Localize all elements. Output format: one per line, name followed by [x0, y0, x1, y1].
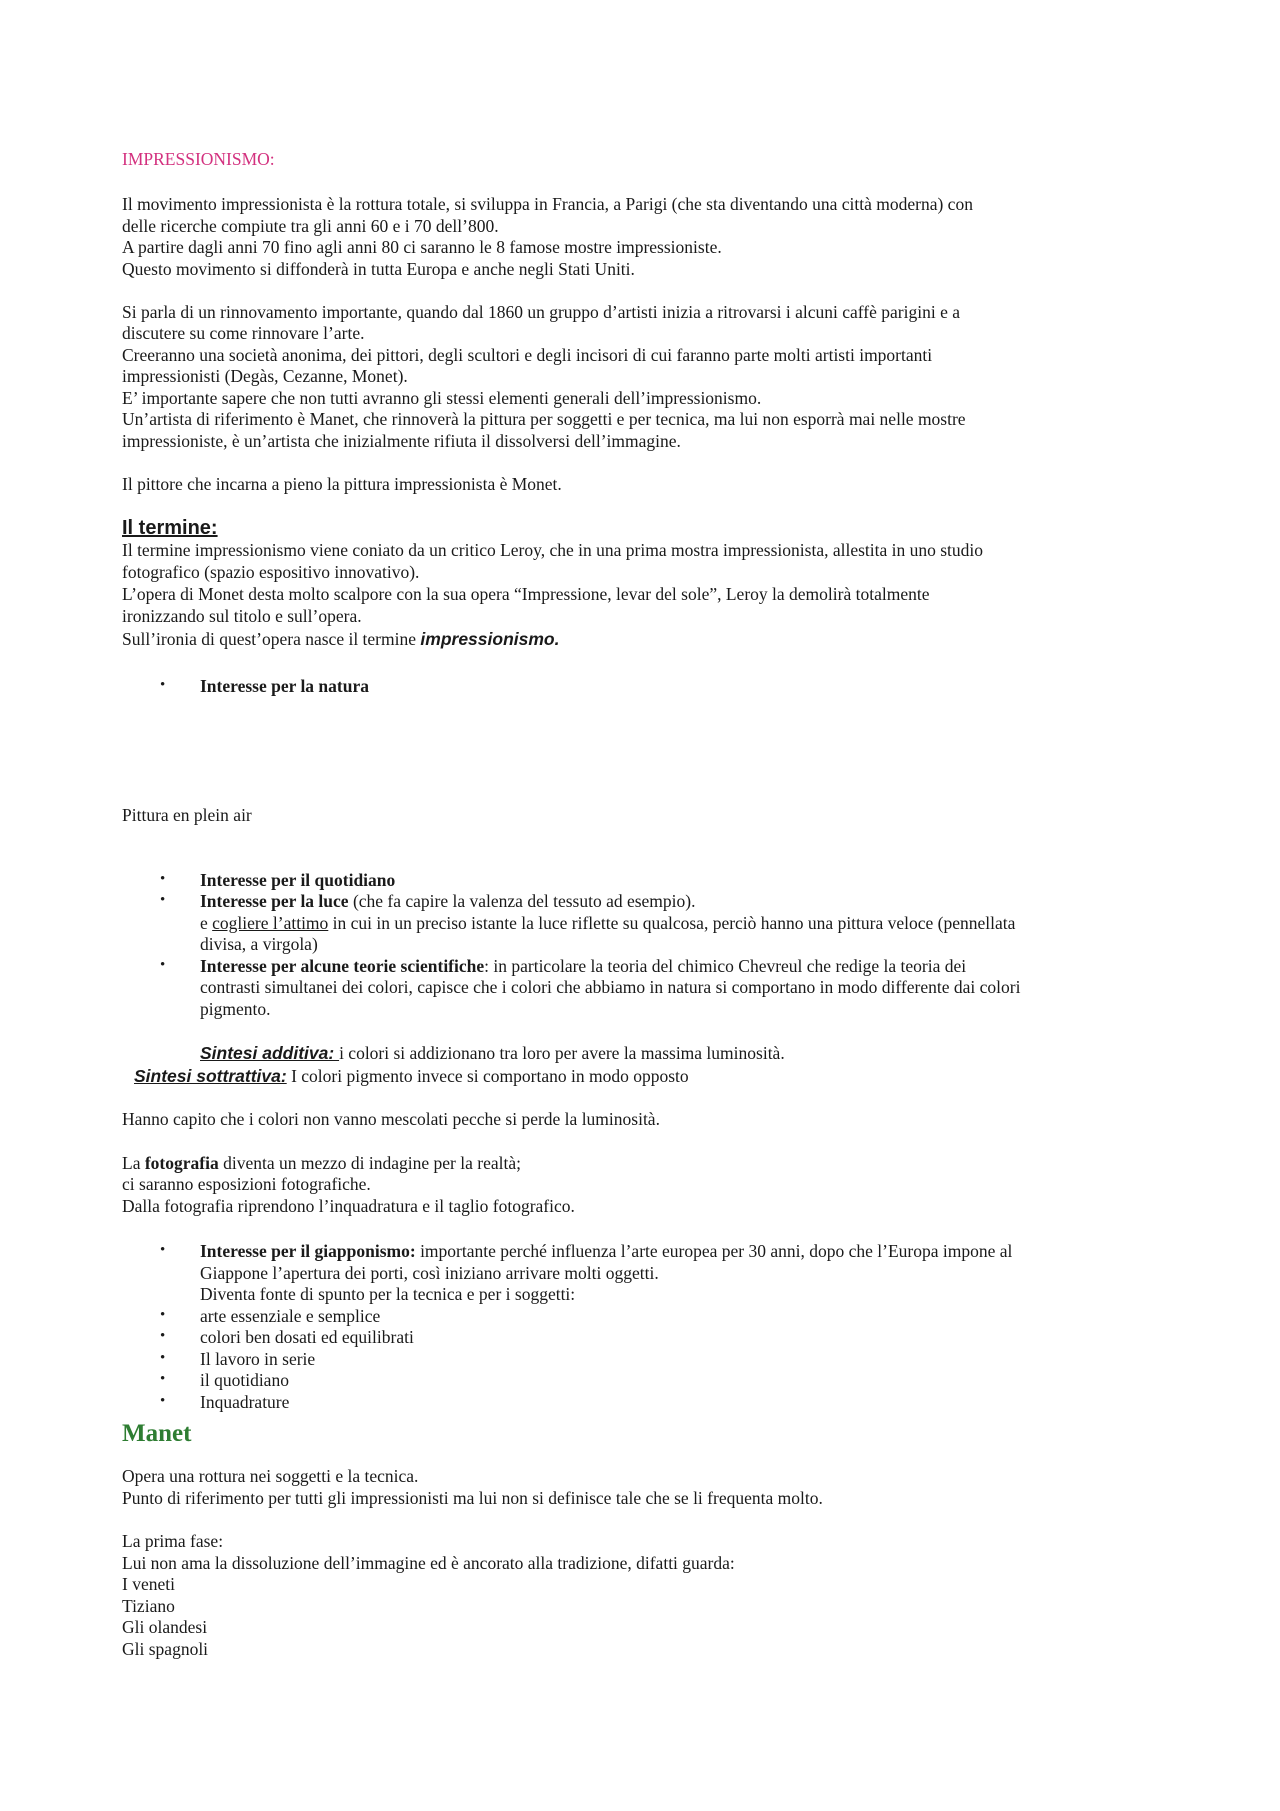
text-run: e: [200, 913, 213, 933]
bullet-icon: •: [160, 677, 166, 693]
bullet-icon: •: [160, 957, 166, 973]
bold-text: Interesse per il quotidiano: [200, 870, 396, 890]
paragraph-line: Hanno capito che i colori non vanno mescolati pecche si perde la luminosità.: [122, 1109, 660, 1129]
paragraph-line: La prima fase:: [122, 1531, 224, 1551]
bold-text: Interesse per il giapponismo:: [200, 1241, 416, 1261]
paragraph-line: L’opera di Monet desta molto scalpore con la sua opera “Impressione, levar del sole”, Leroy la demolirà totalmente: [122, 584, 930, 604]
bullet-item: [200, 955, 966, 977]
text-run: importante perché influenza l’arte europea per 30 anni, dopo che l’Europa impone al: [415, 1241, 1013, 1261]
bullet-item: [200, 890, 695, 912]
paragraph-line: [122, 1152, 521, 1174]
bold-text: Interesse per la luce: [200, 891, 349, 911]
paragraph-line: divisa, a virgola): [200, 934, 318, 954]
list-item: arte essenziale e semplice: [200, 1306, 381, 1326]
bold-italic-text: Sintesi sottrattiva:: [134, 1066, 287, 1086]
manet-heading: Manet: [122, 1420, 192, 1447]
emphasis-term: impressionismo.: [420, 629, 560, 649]
sintesi-sottrattiva-label: [122, 1066, 287, 1086]
bullet-icon: •: [160, 871, 166, 887]
list-item: colori ben dosati ed equilibrati: [200, 1327, 414, 1347]
paragraph-line: A partire dagli anni 70 fino agli anni 80 ci saranno le 8 famose mostre impressioniste.: [122, 237, 722, 257]
paragraph-line: Il pittore che incarna a pieno la pittura impressionista è Monet.: [122, 474, 562, 494]
bullet-icon: •: [160, 1307, 166, 1323]
bullet-item-bold: [200, 869, 395, 891]
paragraph-line: Dalla fotografia riprendono l’inquadratura e il taglio fotografico.: [122, 1196, 575, 1216]
bullet-icon: •: [160, 1328, 166, 1344]
bold-text: fotografia: [144, 1153, 219, 1173]
paragraph-line: Il movimento impressionista è la rottura totale, si sviluppa in Francia, a Parigi (che sta diventando una città moderna) con: [122, 194, 973, 214]
bullet-icon: •: [160, 1242, 166, 1258]
paragraph-line: Si parla di un rinnovamento importante, quando dal 1860 un gruppo d’artisti inizia a ritrovarsi i alcuni caffè parigini e a: [122, 302, 960, 322]
list-item: Gli spagnoli: [122, 1639, 209, 1659]
bullet-icon: •: [160, 1350, 166, 1366]
text-run: (che fa capire la valenza del tessuto ad esempio).: [348, 891, 696, 911]
paragraph-line: [122, 1065, 689, 1087]
paragraph-line: Lui non ama la dissoluzione dell’immagine ed è ancorato alla tradizione, difatti guarda:: [122, 1553, 735, 1573]
paragraph-line: Il termine impressionismo viene coniato da un critico Leroy, che in una prima mostra impressionista, allestita in uno studio: [122, 540, 984, 560]
text-run: I colori pigmento invece si comportano in modo opposto: [286, 1066, 689, 1086]
sintesi-additiva-label: Sintesi additiva:: [200, 1043, 340, 1063]
bullet-icon: •: [160, 1393, 166, 1409]
paragraph-line: ci saranno esposizioni fotografiche.: [122, 1174, 371, 1194]
text-run: diventa un mezzo di indagine per la realtà;: [218, 1153, 521, 1173]
paragraph-line: E’ importante sapere che non tutti avranno gli stessi elementi generali dell’impressionismo.: [122, 388, 762, 408]
bullet-item-bold: [200, 675, 369, 697]
termine-heading: Il termine:: [122, 517, 218, 539]
paragraph-line: [200, 912, 1015, 934]
bold-text: Interesse per alcune teorie scientifiche: [200, 956, 485, 976]
list-item: Inquadrature: [200, 1392, 290, 1412]
bullet-icon: •: [160, 1371, 166, 1387]
paragraph-line: Giappone l’apertura dei porti, così iniziano arrivare molti oggetti.: [200, 1263, 659, 1283]
underlined-text: cogliere l’attimo: [212, 913, 329, 933]
paragraph-line: Punto di riferimento per tutti gli impressionisti ma lui non si definisce tale che se li frequenta molto.: [122, 1488, 823, 1508]
text-run: i colori si addizionano tra loro per avere la massima luminosità.: [339, 1043, 785, 1063]
list-item: il quotidiano: [200, 1370, 289, 1390]
list-item: Il lavoro in serie: [200, 1349, 316, 1369]
paragraph-line: Diventa fonte di spunto per la tecnica e per i soggetti:: [200, 1284, 576, 1304]
paragraph-line: Opera una rottura nei soggetti e la tecnica.: [122, 1466, 419, 1486]
bullet-item: [200, 1240, 1012, 1262]
paragraph-line: Creeranno una società anonima, dei pittori, degli scultori e degli incisori di cui faranno parte molti artisti importanti: [122, 345, 933, 365]
bold-text: Interesse per la natura: [200, 676, 369, 696]
text-run: La: [122, 1153, 145, 1173]
paragraph-line: ironizzando sul titolo e sull’opera.: [122, 606, 362, 626]
text-run: Sull’ironia di quest’opera nasce il termine: [122, 629, 421, 649]
text-run: in cui in un preciso istante la luce riflette su qualcosa, perciò hanno una pittura veloce (pennellata: [328, 913, 1016, 933]
list-item: I veneti: [122, 1574, 175, 1594]
section-title: IMPRESSIONISMO:: [122, 149, 275, 169]
paragraph-line: discutere su come rinnovare l’arte.: [122, 323, 365, 343]
bullet-icon: •: [160, 892, 166, 908]
paragraph-line: [122, 628, 559, 650]
paragraph-line: Un’artista di riferimento è Manet, che rinnoverà la pittura per soggetti e per tecnica, ma lui non esporrà mai nelle mostre: [122, 409, 966, 429]
paragraph-line: Questo movimento si diffonderà in tutta Europa e anche negli Stati Uniti.: [122, 259, 635, 279]
paragraph-line: fotografico (spazio espositivo innovativo).: [122, 562, 420, 582]
text-run: : in particolare la teoria del chimico Chevreul che redige la teoria dei: [484, 956, 967, 976]
paragraph-line: impressionisti (Degàs, Cezanne, Monet).: [122, 366, 408, 386]
paragraph-line: pigmento.: [200, 999, 271, 1019]
paragraph-line: impressioniste, è un’artista che inizialmente rifiuta il dissolversi dell’immagine.: [122, 431, 681, 451]
list-item: Gli olandesi: [122, 1617, 208, 1637]
list-item: Tiziano: [122, 1596, 175, 1616]
paragraph-line: [200, 1042, 785, 1064]
paragraph-line: Pittura en plein air: [122, 805, 252, 825]
paragraph-line: contrasti simultanei dei colori, capisce che i colori che abbiamo in natura si comportano in modo differente dai colori: [200, 977, 1021, 997]
paragraph-line: delle ricerche compiute tra gli anni 60 e i 70 dell’800.: [122, 216, 499, 236]
